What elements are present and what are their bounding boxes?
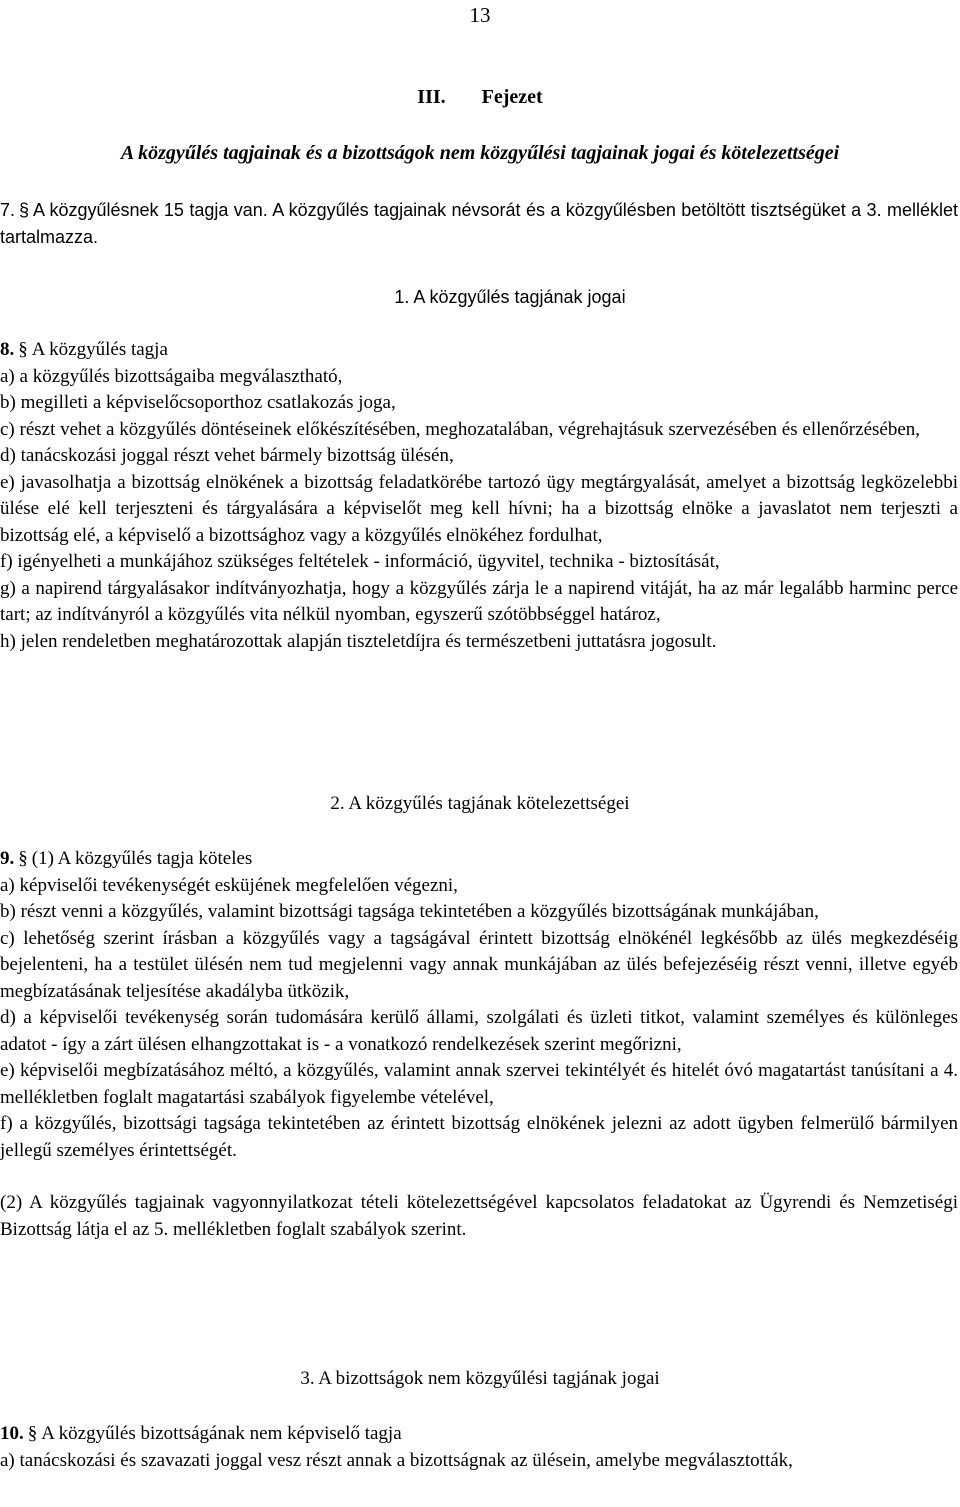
paragraph-mark: § bbox=[18, 339, 28, 360]
heading-members-obligations: 2. A közgyűlés tagjának kötelezettségei bbox=[330, 793, 630, 814]
section-8-number: 8. bbox=[0, 339, 15, 360]
heading-committee-nonmember-rights: 3. A bizottságok nem közgyűlési tagjának jogai bbox=[300, 1368, 660, 1389]
section-7 bbox=[0, 197, 958, 250]
section-10-item-a: a) tanácskozási és szavazati joggal vesz részt annak a bizottságnak az ülésein, amelybe megválasztották, bbox=[0, 1449, 793, 1471]
heading-members-rights: 1. A közgyűlés tagjának jogai bbox=[394, 287, 626, 307]
section-10-intro bbox=[0, 1421, 958, 1448]
section-8-item-f: f) igényelheti a munkájához szükséges feltételek - információ, ügyvitel, technika - biztosítását, bbox=[0, 551, 720, 572]
chapter-label: Fejezet bbox=[481, 86, 543, 108]
section-9-intro-text: (1) A közgyűlés tagja köteles bbox=[31, 848, 253, 869]
section-10-number: 10. bbox=[0, 1423, 24, 1444]
section-9-paragraph-2: (2) A közgyűlés tagjainak vagyonnyilatkozat tételi kötelezettségével kapcsolatos feladatokat az Ügyrendi és Nemzetiségi Bizottság látja el az 5. mellékletben foglalt szabályok szerint. bbox=[0, 1192, 958, 1240]
section-9-item-a: a) képviselői tevékenységét esküjének megfelelően végezni, bbox=[0, 874, 458, 896]
section-7-text bbox=[0, 197, 958, 250]
section-8-item-d: d) tanácskozási joggal részt vehet bármely bizottság ülésén, bbox=[0, 445, 454, 466]
section-7-body: A közgyűlésnek 15 tagja van. A közgyűlés tagjainak névsorát és a közgyűlésben betöltött tisztségüket a 3. melléklet tartalmazza. bbox=[0, 200, 958, 247]
chapter-heading bbox=[0, 84, 960, 111]
section-8-item-c: c) részt vehet a közgyűlés döntéseinek előkészítésében, meghozatalában, végrehajtásuk szervezésében és ellenőrzésében, bbox=[0, 418, 921, 440]
chapter-subtitle: A közgyűlés tagjainak és a bizottságok nem közgyűlési tagjainak jogai és kötelezettségei bbox=[120, 142, 840, 164]
section-8-item-a: a) a közgyűlés bizottságaiba megválasztható, bbox=[0, 365, 343, 387]
section-8-item-h: h) jelen rendeletben meghatározottak alapján tiszteletdíjra és természetbeni juttatásra jogosult. bbox=[0, 630, 717, 652]
section-8 bbox=[0, 337, 958, 655]
paragraph-mark: § bbox=[27, 1423, 38, 1444]
section-9-intro bbox=[0, 846, 958, 873]
section-8-item-g: g) a napirend tárgyalásakor indítványozhatja, hogy a közgyűlés zárja le a napirend vitáját, ha az már legalább harminc perce tart; az indítványról a közgyűlés vita nélkül nyomban, egyszerű szótöbbséggel határoz, bbox=[0, 577, 958, 625]
section-9 bbox=[0, 846, 958, 1243]
section-9-item-d: d) a képviselői tevékenység során tudomására kerülő állami, szolgálati és üzleti titkot, valamint személyes és különleges adatot - így a zárt ülésen elhangzottakat is - a vonatkozó rendelkezések szerint megőrizni, bbox=[0, 1007, 958, 1055]
paragraph-mark: § bbox=[18, 848, 28, 869]
section-9-item-e: e) képviselői megbízatásához méltó, a közgyűlés, valamint annak szervei tekintélyét és hitelét óvó magatartást tanúsítani a 4. mellékletben foglalt magatartási szabályok figyelembe vételével, bbox=[0, 1060, 958, 1108]
page-number: 13 bbox=[469, 3, 491, 27]
section-9-item-c: c) lehetőség szerint írásban a közgyűlés vagy a tagságával érintett bizottság elnökénél legkésőbb az ülés megkezdéséig bejelenteni, ha a testület ülésén nem tud megjelenni vagy annak munkájában az ülés befejezéséig részt venni, illetve egyéb megbízatásának teljesítése akadályba ütközik, bbox=[0, 927, 958, 1002]
section-9-item-b: b) részt venni a közgyűlés, valamint bizottsági tagsága tekintetében a közgyűlés bizottságának munkájában, bbox=[0, 901, 819, 922]
section-9-item-f: f) a közgyűlés, bizottsági tagsága tekintetében az érintett bizottság elnökének jelezni az adott ügyben felmerülő bármilyen jellegű személyes érintettségét. bbox=[0, 1113, 958, 1161]
chapter-roman: III. bbox=[417, 86, 446, 108]
section-10 bbox=[0, 1421, 958, 1474]
section-9-number: 9. bbox=[0, 848, 15, 869]
paragraph-mark: § bbox=[19, 200, 30, 220]
section-8-intro-text: A közgyűlés tagja bbox=[31, 339, 168, 360]
section-8-item-e: e) javasolhatja a bizottság elnökének a bizottság feladatkörébe tartozó ügy megtárgyalását, amelyet a bizottság legközelebbi ülése elé kell terjeszteni és tárgyalására a képviselőt meg kell hívni; ha a bizottság elnöke a javaslatot nem terjeszti a bizottság elé, a képviselő a bizottsághoz vagy a közgyűlés elnökéhez fordulhat, bbox=[0, 471, 958, 546]
section-8-item-b: b) megilleti a képviselőcsoporthoz csatlakozás joga, bbox=[0, 392, 396, 413]
section-10-intro-text: A közgyűlés bizottságának nem képviselő tagja bbox=[41, 1423, 402, 1444]
section-7-number: 7. bbox=[0, 200, 16, 220]
section-8-intro bbox=[0, 337, 958, 364]
